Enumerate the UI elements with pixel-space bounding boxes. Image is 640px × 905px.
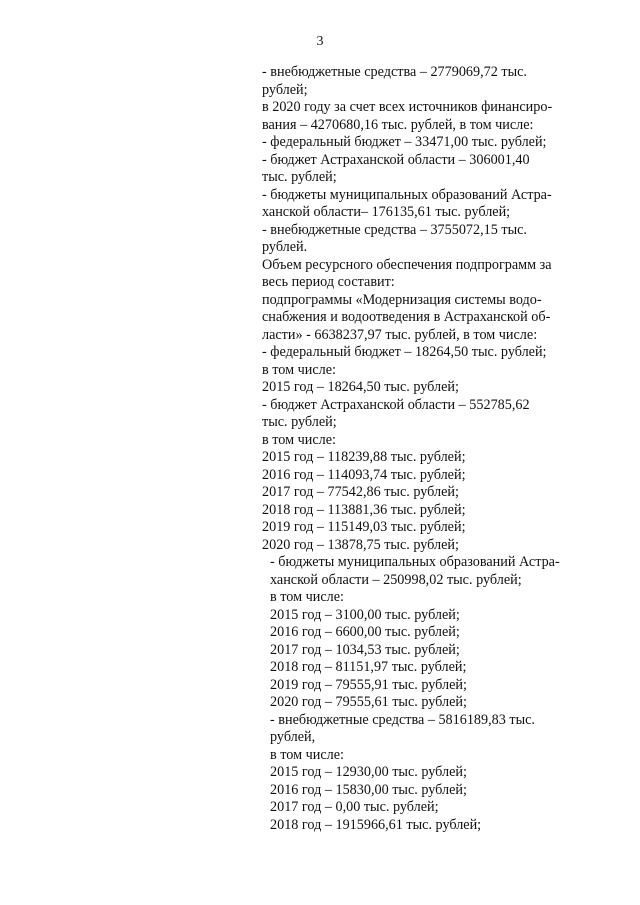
text-line: 2017 год – 0,00 тыс. рублей; (270, 799, 439, 815)
text-line: рублей; (262, 81, 308, 98)
text-line: - бюджеты муниципальных образований Астра- (262, 186, 552, 203)
text-line: - бюджет Астраханской области – 552785,62 (262, 396, 530, 413)
text-line: 2015 год – 3100,00 тыс. рублей; (270, 606, 460, 623)
text-line: - внебюджетные средства – 5816189,83 тыс. (270, 711, 535, 728)
text-line: 2018 год – 1915966,61 тыс. рублей; (270, 816, 482, 833)
text-line: 2019 год – 79555,91 тыс. рублей; (270, 676, 467, 693)
text-line: - внебюджетные средства – 3755072,15 тыс. (262, 221, 527, 238)
text-line: вания – 4270680,16 тыс. рублей, в том числе: (262, 116, 534, 133)
text-line: 2018 год – 113881,36 тыс. рублей; (262, 501, 466, 518)
document-body (262, 64, 592, 834)
text-line: 2015 год – 12930,00 тыс. рублей; (270, 764, 467, 780)
text-line: в том числе: (262, 431, 336, 448)
text-line: - внебюджетные средства – 2779069,72 тыс. (262, 64, 527, 80)
text-line: рублей. (262, 239, 308, 255)
text-line: 2017 год – 1034,53 тыс. рублей; (270, 641, 460, 658)
text-line: 2020 год – 79555,61 тыс. рублей; (270, 694, 467, 710)
text-line: 2019 год – 115149,03 тыс. рублей; (262, 519, 466, 535)
text-line: 2015 год – 118239,88 тыс. рублей; (262, 449, 466, 465)
text-line: - бюджеты муниципальных образований Астра- (270, 554, 560, 570)
text-line: в том числе: (270, 589, 344, 605)
text-line: 2017 год – 77542,86 тыс. рублей; (262, 484, 459, 500)
text-line: - бюджет Астраханской области – 306001,40 (262, 151, 530, 168)
text-line: - федеральный бюджет – 18264,50 тыс. рублей; (262, 344, 547, 360)
text-line: Объем ресурсного обеспечения подпрограмм за (262, 256, 552, 273)
text-line: в том числе: (270, 746, 344, 763)
text-line: - федеральный бюджет – 33471,00 тыс. рублей; (262, 134, 547, 150)
text-line: 2016 год – 6600,00 тыс. рублей; (270, 624, 460, 640)
page-number: 3 (316, 34, 324, 49)
text-line: 2018 год – 81151,97 тыс. рублей; (270, 659, 467, 675)
text-line: рублей, (270, 729, 316, 745)
text-line: ханской области– 176135,61 тыс. рублей; (262, 204, 511, 220)
text-line: 2016 год – 15830,00 тыс. рублей; (270, 781, 467, 798)
text-line: снабжения и водоотведения в Астраханской об- (262, 309, 551, 325)
text-line: 2016 год – 114093,74 тыс. рублей; (262, 466, 466, 483)
text-line: 2020 год – 13878,75 тыс. рублей; (262, 536, 459, 553)
text-line: подпрограммы «Модернизация системы водо- (262, 291, 542, 308)
text-line: в 2020 году за счет всех источников финансиро- (262, 99, 553, 115)
text-line: тыс. рублей; (262, 414, 337, 430)
text-line: в том числе: (262, 361, 336, 378)
text-line: ханской области – 250998,02 тыс. рублей; (270, 571, 522, 588)
text-line: ласти» - 6638237,97 тыс. рублей, в том числе: (262, 326, 538, 343)
text-line: весь период составит: (262, 274, 395, 290)
text-line: 2015 год – 18264,50 тыс. рублей; (262, 379, 459, 395)
text-line: тыс. рублей; (262, 169, 337, 185)
